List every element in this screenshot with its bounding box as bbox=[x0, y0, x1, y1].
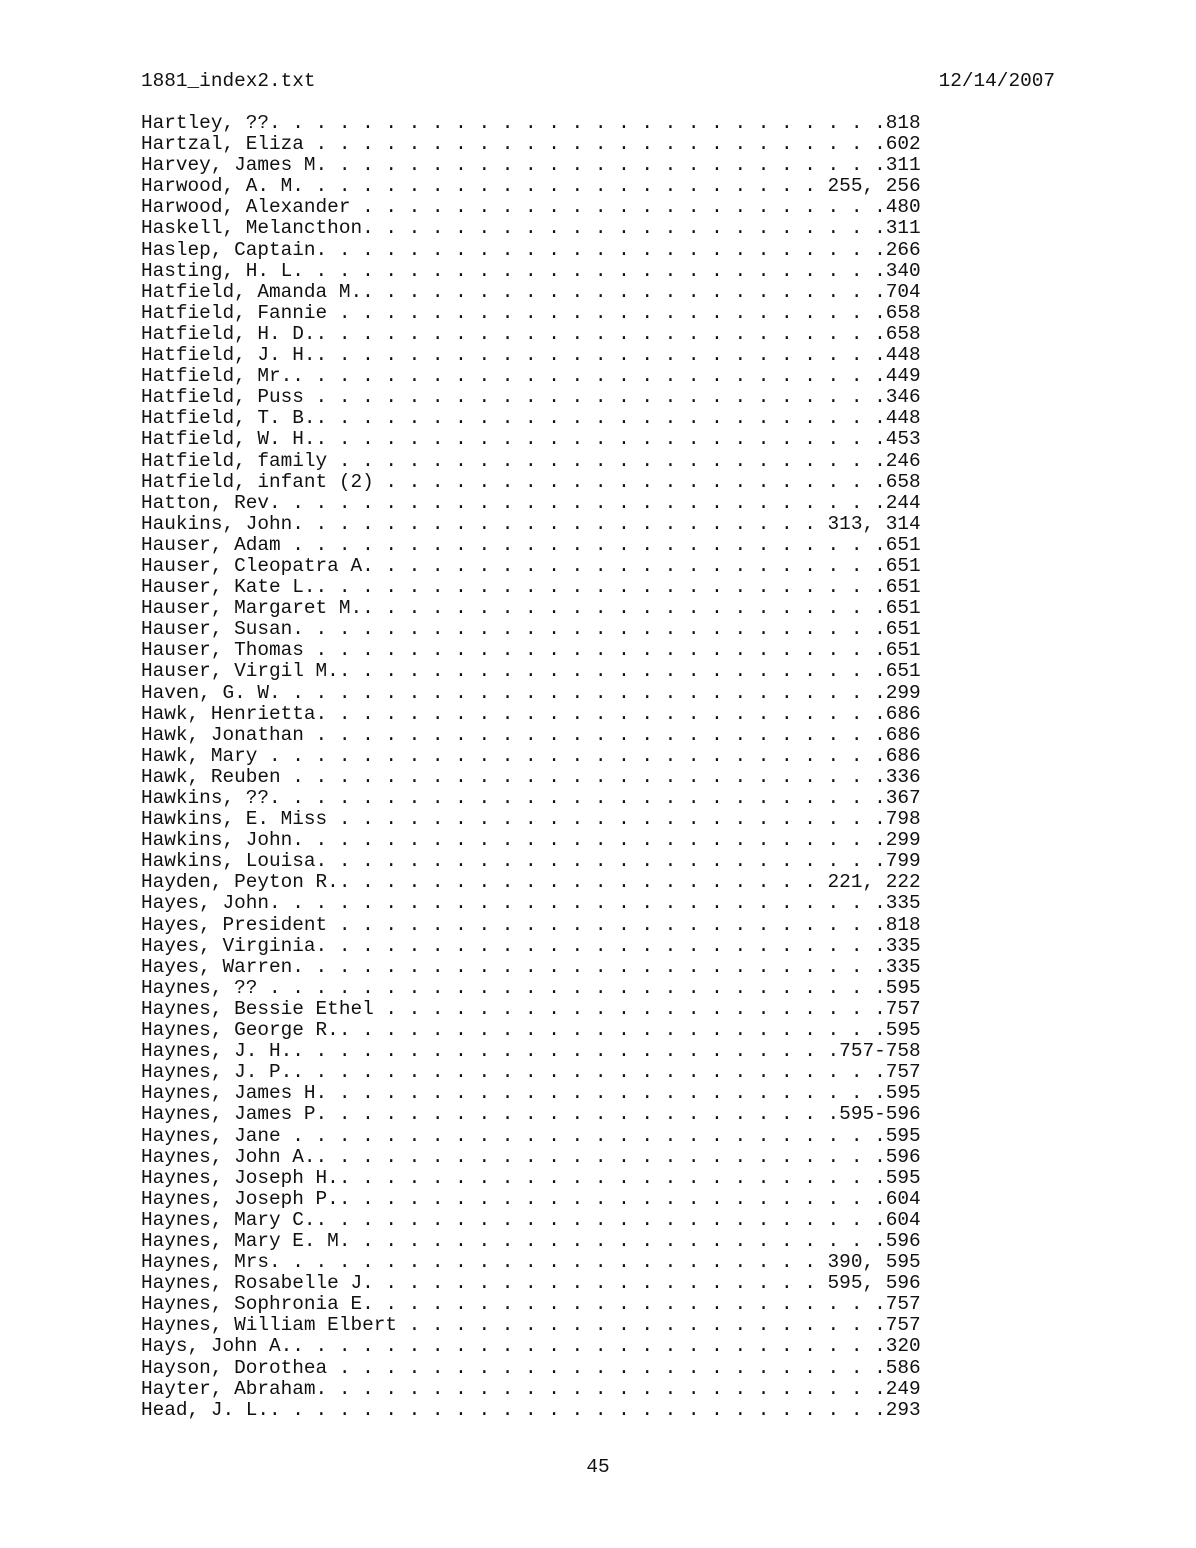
index-entry: Haskell, Melancthon. . . . . . . . . . . . . . . . . . . . . . .311 bbox=[141, 217, 921, 240]
index-entry: Hatfield, Mr.. . . . . . . . . . . . . . . . . . . . . . . . . .449 bbox=[141, 365, 921, 388]
index-entry: Hatfield, infant (2) . . . . . . . . . . . . . . . . . . . . . .658 bbox=[141, 470, 921, 493]
index-entry: Hauser, Thomas . . . . . . . . . . . . . . . . . . . . . . . . .651 bbox=[141, 639, 921, 662]
page-number: 45 bbox=[586, 1456, 610, 1478]
index-entry: Hayter, Abraham. . . . . . . . . . . . . . . . . . . . . . . . .249 bbox=[141, 1377, 921, 1400]
index-entry: Haynes, William Elbert . . . . . . . . . . . . . . . . . . . . .757 bbox=[141, 1314, 921, 1337]
index-entry: Hatfield, Puss . . . . . . . . . . . . . . . . . . . . . . . . .346 bbox=[141, 386, 921, 409]
index-entries bbox=[141, 113, 921, 1421]
index-entry: Haynes, ?? . . . . . . . . . . . . . . . . . . . . . . . . . . .595 bbox=[141, 976, 921, 999]
index-entry: Hauser, Susan. . . . . . . . . . . . . . . . . . . . . . . . . .651 bbox=[141, 618, 921, 641]
index-entry: Hatfield, T. B.. . . . . . . . . . . . . . . . . . . . . . . . .448 bbox=[141, 407, 921, 430]
index-entry: Haynes, John A.. . . . . . . . . . . . . . . . . . . . . . . . .596 bbox=[141, 1145, 921, 1168]
index-entry: Hauser, Kate L.. . . . . . . . . . . . . . . . . . . . . . . . .651 bbox=[141, 576, 921, 599]
index-entry: Hayes, John. . . . . . . . . . . . . . . . . . . . . . . . . . .335 bbox=[141, 892, 921, 915]
index-entry: Hauser, Adam . . . . . . . . . . . . . . . . . . . . . . . . . .651 bbox=[141, 533, 921, 556]
index-entry: Haynes, George R.. . . . . . . . . . . . . . . . . . . . . . . .595 bbox=[141, 1019, 921, 1042]
index-entry: Haynes, Mrs. . . . . . . . . . . . . . . . . . . . . . . . 390, 595 bbox=[141, 1251, 921, 1274]
index-entry: Hauser, Margaret M.. . . . . . . . . . . . . . . . . . . . . . .651 bbox=[141, 597, 921, 620]
index-entry: Haynes, J. P.. . . . . . . . . . . . . . . . . . . . . . . . . .757 bbox=[141, 1061, 921, 1084]
page-header bbox=[141, 70, 1055, 92]
index-entry: Hawk, Henrietta. . . . . . . . . . . . . . . . . . . . . . . . .686 bbox=[141, 702, 921, 725]
index-entry: Hawkins, ??. . . . . . . . . . . . . . . . . . . . . . . . . . .367 bbox=[141, 787, 921, 809]
index-entry: Hartley, ??. . . . . . . . . . . . . . . . . . . . . . . . . . .818 bbox=[141, 112, 921, 134]
index-entry: Hays, John A.. . . . . . . . . . . . . . . . . . . . . . . . . .320 bbox=[141, 1335, 921, 1358]
index-entry: Hawk, Jonathan . . . . . . . . . . . . . . . . . . . . . . . . .686 bbox=[141, 723, 921, 746]
index-entry: Haynes, Mary C.. . . . . . . . . . . . . . . . . . . . . . . . .604 bbox=[141, 1208, 921, 1231]
index-entry: Hatfield, J. H.. . . . . . . . . . . . . . . . . . . . . . . . .448 bbox=[141, 344, 921, 367]
index-entry: Hayes, President . . . . . . . . . . . . . . . . . . . . . . . .818 bbox=[141, 913, 921, 936]
index-entry: Haynes, Joseph P.. . . . . . . . . . . . . . . . . . . . . . . .604 bbox=[141, 1187, 921, 1210]
index-entry: Hawk, Mary . . . . . . . . . . . . . . . . . . . . . . . . . . .686 bbox=[141, 744, 921, 767]
index-entry: Haukins, John. . . . . . . . . . . . . . . . . . . . . . . 313, 314 bbox=[141, 512, 921, 535]
index-entry: Haven, G. W. . . . . . . . . . . . . . . . . . . . . . . . . . .299 bbox=[141, 681, 921, 704]
index-entry: Haynes, Jane . . . . . . . . . . . . . . . . . . . . . . . . . .595 bbox=[141, 1124, 921, 1147]
index-entry: Hatfield, H. D.. . . . . . . . . . . . . . . . . . . . . . . . .658 bbox=[141, 322, 921, 345]
index-entry: Hayes, Virginia. . . . . . . . . . . . . . . . . . . . . . . . .335 bbox=[141, 934, 921, 957]
index-entry: Hatfield, Fannie . . . . . . . . . . . . . . . . . . . . . . . .658 bbox=[141, 301, 921, 324]
index-entry: Haynes, Joseph H.. . . . . . . . . . . . . . . . . . . . . . . .595 bbox=[141, 1166, 921, 1189]
index-entry: Haynes, James H. . . . . . . . . . . . . . . . . . . . . . . . .595 bbox=[141, 1082, 921, 1105]
index-entry: Haynes, Sophronia E. . . . . . . . . . . . . . . . . . . . . . .757 bbox=[141, 1293, 921, 1316]
index-entry: Haynes, J. H.. . . . . . . . . . . . . . . . . . . . . . . .757-758 bbox=[141, 1040, 921, 1063]
file-name: 1881_index2.txt bbox=[141, 70, 316, 92]
index-entry: Haynes, James P. . . . . . . . . . . . . . . . . . . . . . .595-596 bbox=[141, 1103, 921, 1126]
index-entry: Hatfield, family . . . . . . . . . . . . . . . . . . . . . . . .246 bbox=[141, 449, 921, 472]
index-entry: Hawkins, E. Miss . . . . . . . . . . . . . . . . . . . . . . . .798 bbox=[141, 808, 921, 831]
index-entry: Hayes, Warren. . . . . . . . . . . . . . . . . . . . . . . . . .335 bbox=[141, 955, 921, 978]
index-entry: Hawkins, John. . . . . . . . . . . . . . . . . . . . . . . . . .299 bbox=[141, 829, 921, 852]
index-entry: Hayson, Dorothea . . . . . . . . . . . . . . . . . . . . . . . .586 bbox=[141, 1356, 921, 1379]
index-entry: Hawkins, Louisa. . . . . . . . . . . . . . . . . . . . . . . . .799 bbox=[141, 850, 921, 873]
index-entry: Hauser, Cleopatra A. . . . . . . . . . . . . . . . . . . . . . .651 bbox=[141, 554, 921, 577]
index-entry: Hayden, Peyton R.. . . . . . . . . . . . . . . . . . . . . 221, 222 bbox=[141, 871, 921, 894]
index-entry: Harwood, Alexander . . . . . . . . . . . . . . . . . . . . . . .480 bbox=[141, 196, 921, 219]
index-entry: Hasting, H. L. . . . . . . . . . . . . . . . . . . . . . . . . .340 bbox=[141, 259, 921, 282]
index-entry: Hartzal, Eliza . . . . . . . . . . . . . . . . . . . . . . . . .602 bbox=[141, 133, 921, 156]
index-entry: Hatfield, Amanda M.. . . . . . . . . . . . . . . . . . . . . . .704 bbox=[141, 280, 921, 303]
index-entry: Harwood, A. M. . . . . . . . . . . . . . . . . . . . . . . 255, 256 bbox=[141, 175, 921, 198]
print-date: 12/14/2007 bbox=[938, 70, 1055, 92]
index-entry: Hauser, Virgil M.. . . . . . . . . . . . . . . . . . . . . . . .651 bbox=[141, 660, 921, 683]
index-entry: Haslep, Captain. . . . . . . . . . . . . . . . . . . . . . . . .266 bbox=[141, 238, 921, 261]
index-entry: Hatfield, W. H.. . . . . . . . . . . . . . . . . . . . . . . . .453 bbox=[141, 428, 921, 451]
index-entry: Hawk, Reuben . . . . . . . . . . . . . . . . . . . . . . . . . .336 bbox=[141, 765, 921, 788]
index-entry: Head, J. L.. . . . . . . . . . . . . . . . . . . . . . . . . . .293 bbox=[141, 1398, 921, 1421]
index-entry: Haynes, Rosabelle J. . . . . . . . . . . . . . . . . . . . 595, 596 bbox=[141, 1272, 921, 1295]
index-entry: Hatton, Rev. . . . . . . . . . . . . . . . . . . . . . . . . . .244 bbox=[141, 491, 921, 514]
index-entry: Harvey, James M. . . . . . . . . . . . . . . . . . . . . . . . .311 bbox=[141, 154, 921, 177]
index-entry: Haynes, Mary E. M. . . . . . . . . . . . . . . . . . . . . . . .596 bbox=[141, 1229, 921, 1252]
index-entry: Haynes, Bessie Ethel . . . . . . . . . . . . . . . . . . . . . .757 bbox=[141, 997, 921, 1020]
